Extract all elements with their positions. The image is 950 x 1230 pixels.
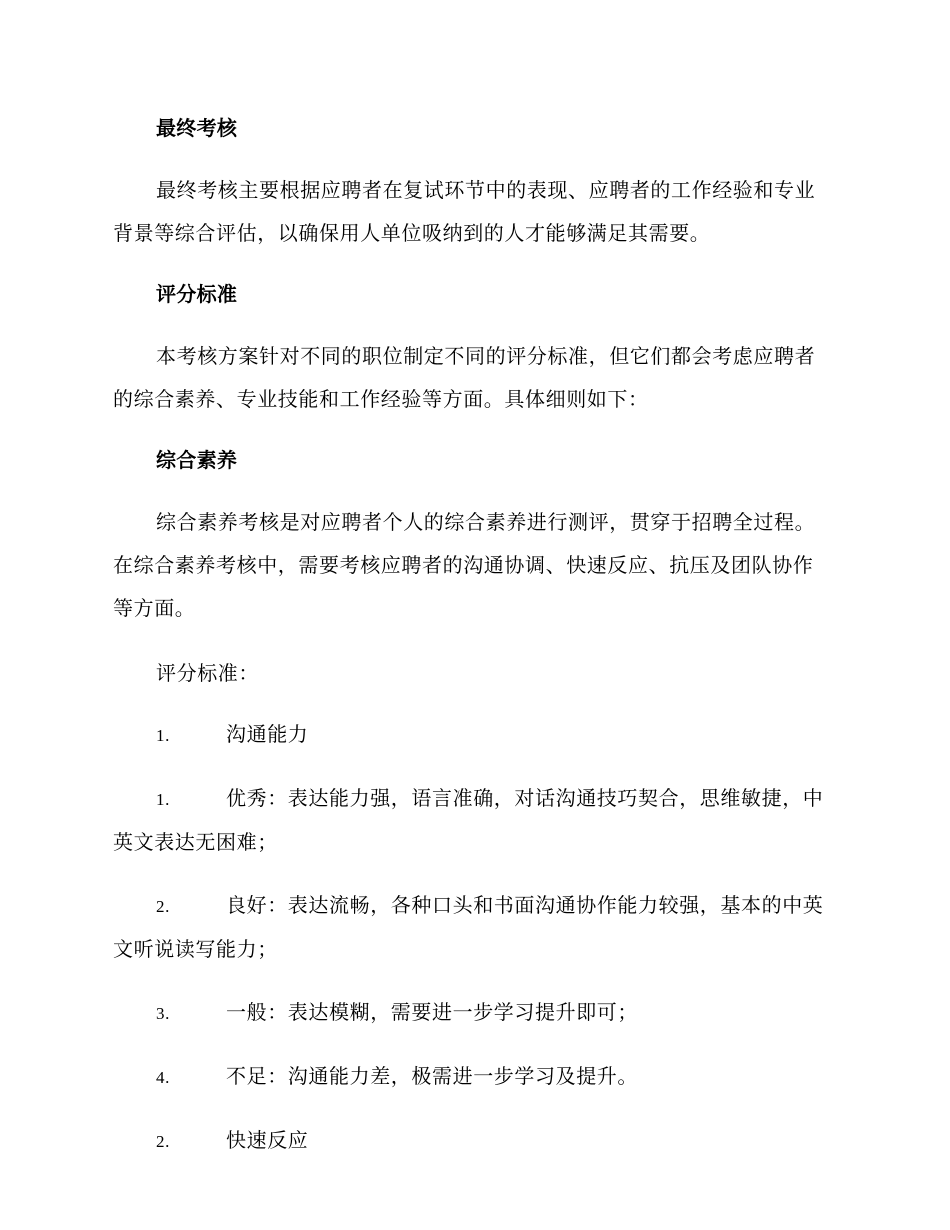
section-heading-final-assessment: 最终考核 <box>156 116 238 140</box>
list-item-text: 沟通能力 <box>226 722 309 746</box>
list-item-number: 4. <box>156 1068 170 1087</box>
list-item <box>113 991 833 1035</box>
list-item <box>113 1055 833 1099</box>
document-body <box>113 111 833 1183</box>
section-paragraph-scoring-criteria: 本考核方案针对不同的职位制定不同的评分标准，但它们都会考虑应聘者的综合素养、专业技能和工作经验等方面。具体细则如下： <box>113 344 816 411</box>
list-item <box>113 884 833 971</box>
section-heading-scoring-criteria: 评分标准 <box>156 282 238 306</box>
list-item-number: 2. <box>156 1132 170 1151</box>
criteria-label: 评分标准： <box>156 661 259 685</box>
list-item-text: 不足：沟通能力差，极需进一步学习及提升。 <box>226 1064 638 1088</box>
list-item-number: 3. <box>156 1004 170 1023</box>
list-item-text: 优秀：表达能力强，语言准确，对话沟通技巧契合，思维敏捷，中英文表达无困难； <box>113 786 824 854</box>
list-item-number: 2. <box>156 897 170 916</box>
section-heading-comprehensive-quality: 综合素养 <box>156 448 238 472</box>
list-item <box>113 1119 833 1163</box>
list-item-number: 1. <box>156 726 170 745</box>
section-paragraph-final-assessment: 最终考核主要根据应聘者在复试环节中的表现、应聘者的工作经验和专业背景等综合评估，以确保用人单位吸纳到的人才能够满足其需要。 <box>113 178 816 245</box>
list-item-text: 一般：表达模糊，需要进一步学习提升即可； <box>226 1000 638 1024</box>
list-item-text: 快速反应 <box>226 1128 309 1152</box>
section-paragraph-comprehensive-quality: 综合素养考核是对应聘者个人的综合素养进行测评，贯穿于招聘全过程。在综合素养考核中，需要考核应聘者的沟通协调、快速反应、抗压及团队协作等方面。 <box>113 510 816 620</box>
list-item-number: 1. <box>156 790 170 809</box>
list-item <box>113 777 833 864</box>
list-item <box>113 713 833 757</box>
list-item-text: 良好：表达流畅，各种口头和书面沟通协作能力较强，基本的中英文听说读写能力； <box>113 893 824 961</box>
